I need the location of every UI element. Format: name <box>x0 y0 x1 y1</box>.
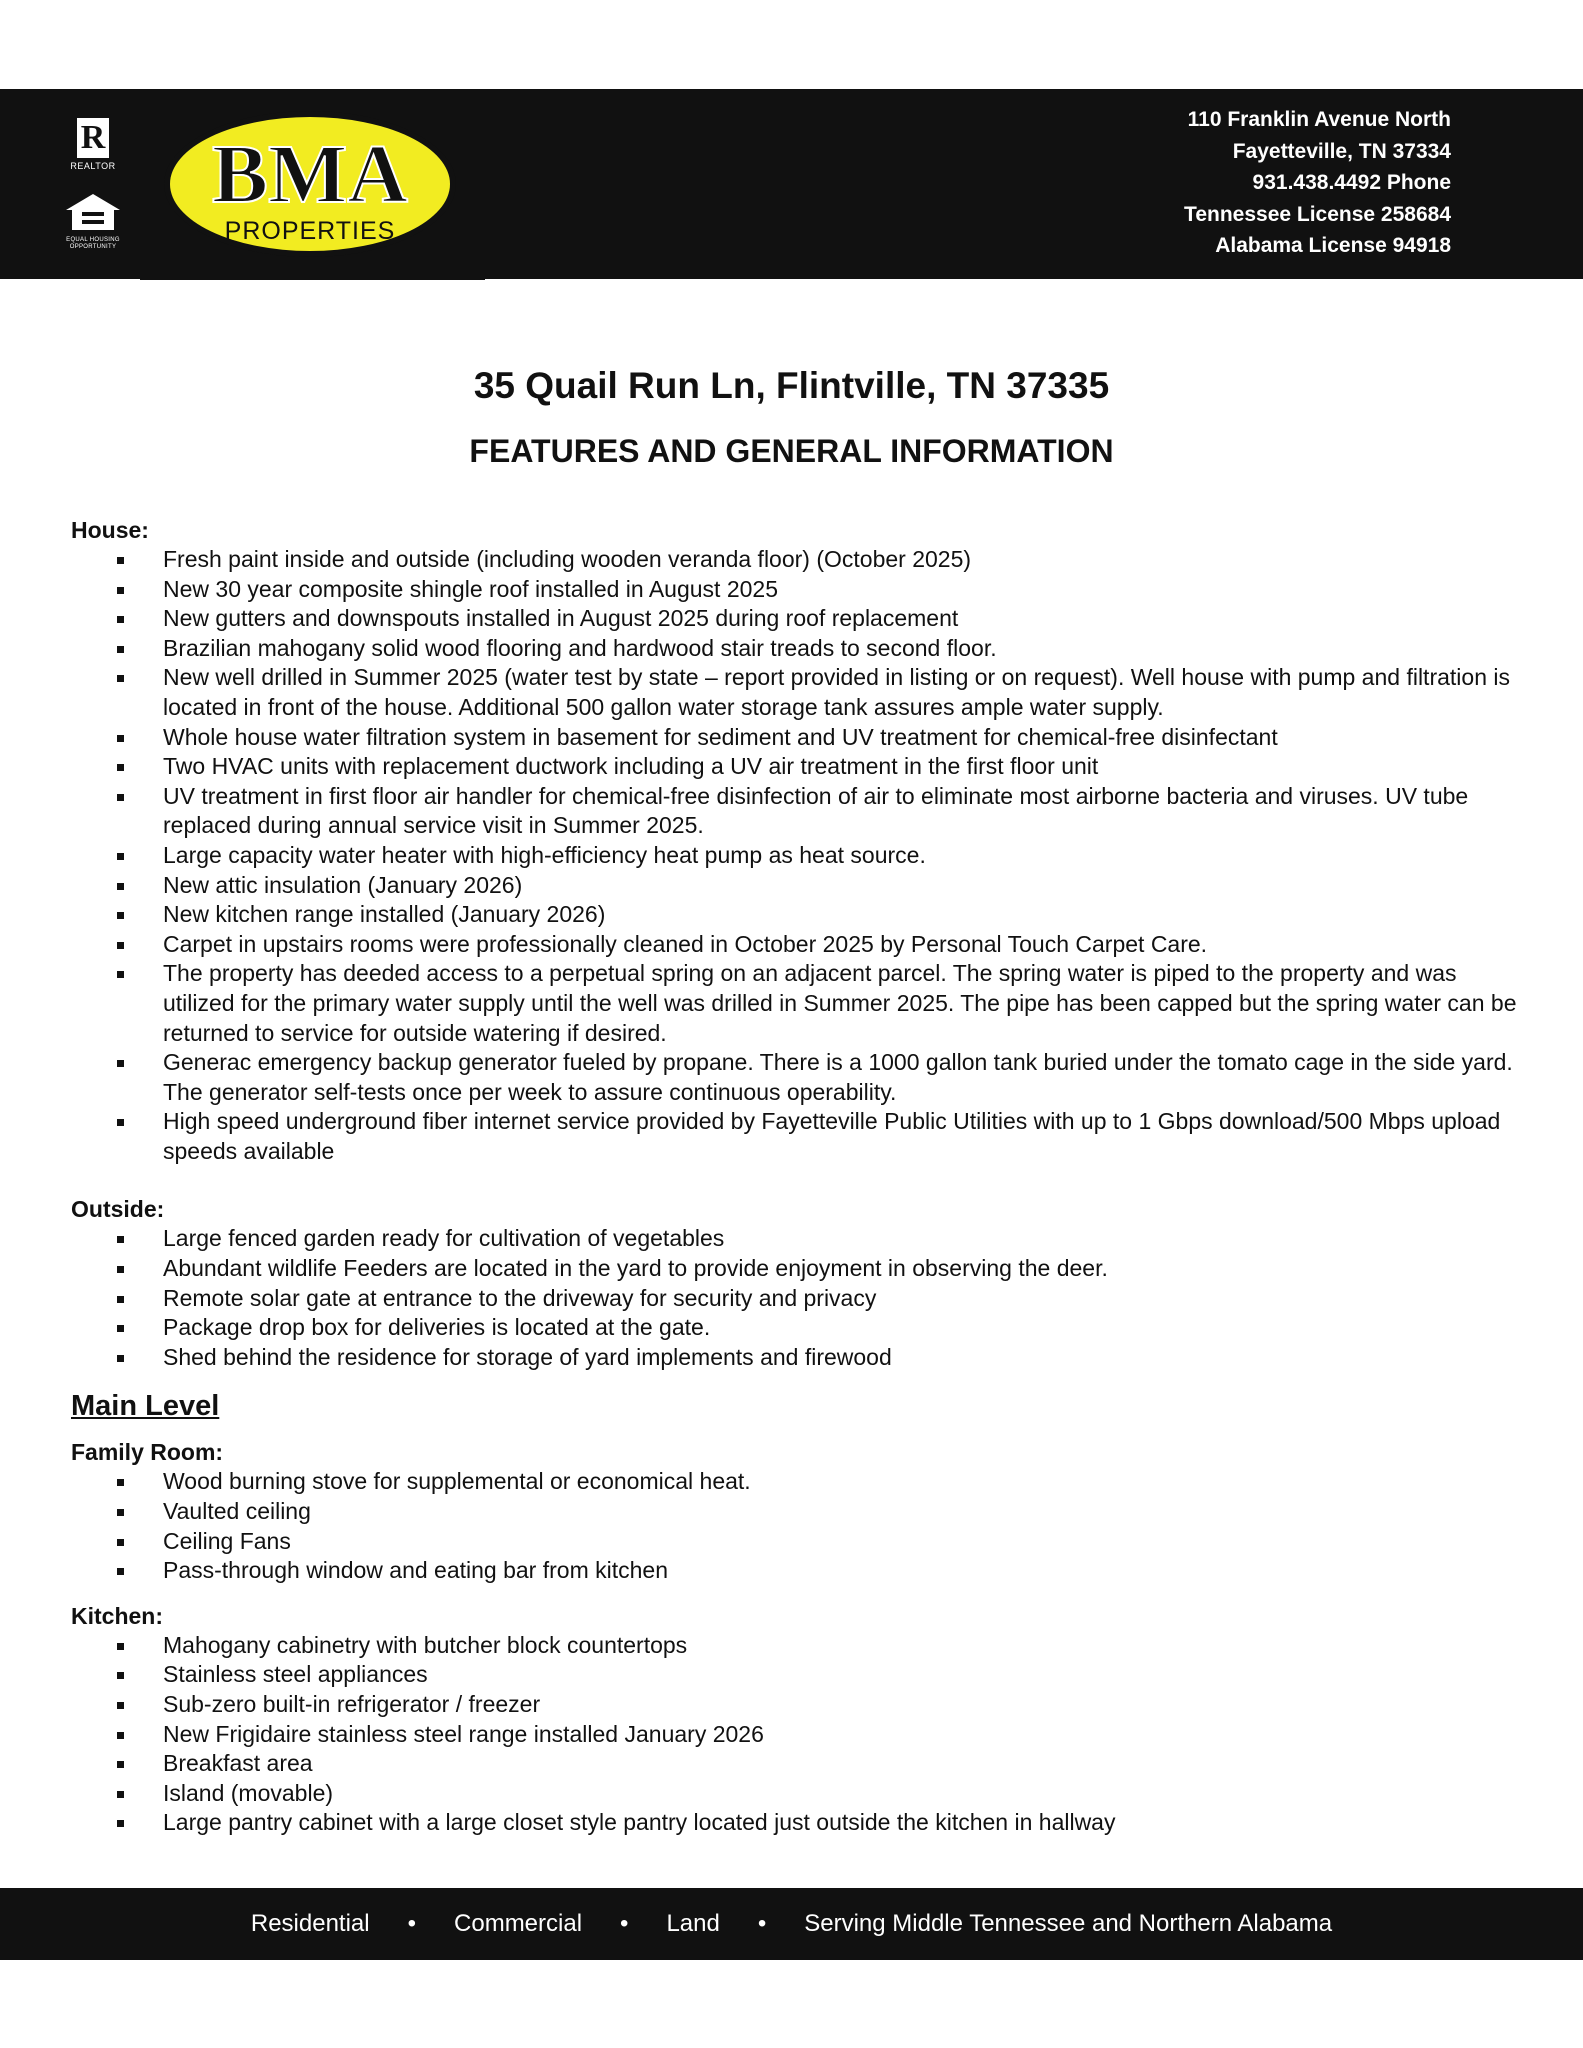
list-item: Large capacity water heater with high-efficiency heat pump as heat source. <box>71 841 1521 871</box>
contact-phone: 931.438.4492 Phone <box>1252 171 1451 194</box>
contact-city: Fayetteville, TN 37334 <box>1232 139 1451 163</box>
list-item: New attic insulation (January 2026) <box>71 871 1521 901</box>
contact-block <box>1184 104 1451 262</box>
bma-logo-subtext: PROPERTIES <box>224 217 396 245</box>
footer-separator: • <box>620 1910 629 1937</box>
list-item: New kitchen range installed (January 2026) <box>71 900 1521 930</box>
outside-list <box>71 1224 1521 1372</box>
house-icon <box>62 192 124 232</box>
list-item: New Frigidaire stainless steel range installed January 2026 <box>71 1720 1521 1750</box>
footer-service-area: Serving Middle Tennessee and Northern Alabama <box>804 1910 1333 1937</box>
list-item: High speed underground fiber internet service provided by Fayetteville Public Utilities with up to 1 Gbps download/500 Mbps upload speeds available <box>71 1107 1521 1166</box>
list-item: Mahogany cabinetry with butcher block countertops <box>71 1631 1521 1661</box>
list-item: Fresh paint inside and outside (including wooden veranda floor) (October 2025) <box>71 545 1521 575</box>
list-item: Abundant wildlife Feeders are located in the yard to provide enjoyment in observing the deer. <box>71 1254 1521 1284</box>
footer-land: Land <box>666 1910 720 1937</box>
list-item: Large pantry cabinet with a large closet style pantry located just outside the kitchen in hallway <box>71 1808 1521 1838</box>
outside-heading: Outside: <box>71 1196 165 1223</box>
list-item: Vaulted ceiling <box>71 1497 1521 1527</box>
list-item: Pass-through window and eating bar from kitchen <box>71 1556 1521 1586</box>
realtor-logo <box>66 118 120 178</box>
list-item: Brazilian mahogany solid wood flooring and hardwood stair treads to second floor. <box>71 634 1521 664</box>
list-item: Carpet in upstairs rooms were professionally cleaned in October 2025 by Personal Touch Carpet Care. <box>71 930 1521 960</box>
contact-address: 110 Franklin Avenue North <box>1187 108 1451 131</box>
list-item: Breakfast area <box>71 1749 1521 1779</box>
equal-housing-logo <box>62 192 124 254</box>
list-item: Remote solar gate at entrance to the driveway for security and privacy <box>71 1284 1521 1314</box>
header-underline <box>140 277 485 280</box>
list-item: Ceiling Fans <box>71 1527 1521 1557</box>
footer-commercial: Commercial <box>454 1910 583 1937</box>
contact-al-license: Alabama License 94918 <box>1215 234 1451 257</box>
kitchen-heading: Kitchen: <box>71 1602 163 1629</box>
list-item: Sub-zero built-in refrigerator / freezer <box>71 1690 1521 1720</box>
list-item: Stainless steel appliances <box>71 1660 1521 1690</box>
kitchen-list <box>71 1631 1521 1838</box>
contact-tn-license: Tennessee License 258684 <box>1184 202 1451 226</box>
list-item: Two HVAC units with replacement ductwork including a UV air treatment in the first floor unit <box>71 752 1521 782</box>
content <box>71 516 1521 1838</box>
equal-housing-label: EQUAL HOUSING OPPORTUNITY <box>66 237 120 250</box>
page-title: 35 Quail Run Ln, Flintville, TN 37335 <box>473 365 1110 406</box>
list-item: The property has deeded access to a perpetual spring on an adjacent parcel. The spring water is piped to the property and was utilized for the primary water supply until the well was drilled in Summer 2025. The pipe has been capped but the spring water can be returned to service for outside watering if desired. <box>71 959 1521 1048</box>
house-list <box>71 545 1521 1166</box>
list-item: New gutters and downspouts installed in August 2025 during roof replacement <box>71 604 1521 634</box>
list-item: Large fenced garden ready for cultivation of vegetables <box>71 1224 1521 1254</box>
list-item: Whole house water filtration system in basement for sediment and UV treatment for chemical-free disinfectant <box>71 723 1521 753</box>
list-item: Generac emergency backup generator fueled by propane. There is a 1000 gallon tank buried under the tomato cage in the side yard. The generator self-tests once per week to assure continuous operability. <box>71 1048 1521 1107</box>
list-item: New 30 year composite shingle roof installed in August 2025 <box>71 575 1521 605</box>
footer-residential: Residential <box>250 1910 370 1937</box>
family-room-heading: Family Room: <box>71 1439 224 1466</box>
list-item: Package drop box for deliveries is located at the gate. <box>71 1313 1521 1343</box>
list-item: Shed behind the residence for storage of yard implements and firewood <box>71 1343 1521 1373</box>
list-item: Island (movable) <box>71 1779 1521 1809</box>
realtor-label: REALTOR <box>70 161 116 171</box>
family-room-list <box>71 1467 1521 1585</box>
house-heading: House: <box>71 517 149 543</box>
footer-band <box>0 1888 1583 1960</box>
list-item: New well drilled in Summer 2025 (water test by state – report provided in listing or on request). Well house with pump and filtration is located in front of the house. Additional 500 gallon water storage tank assures ample water supply. <box>71 663 1521 722</box>
realtor-letter: R <box>77 118 109 158</box>
page-subtitle: FEATURES AND GENERAL INFORMATION <box>469 433 1114 469</box>
bma-logo-text: BMA <box>212 128 408 221</box>
list-item: UV treatment in first floor air handler for chemical-free disinfection of air to eliminate most airborne bacteria and viruses. UV tube replaced during annual service visit in Summer 2025. <box>71 782 1521 841</box>
list-item: Wood burning stove for supplemental or economical heat. <box>71 1467 1521 1497</box>
footer-separator: • <box>407 1910 417 1937</box>
footer-separator: • <box>757 1910 767 1937</box>
bma-properties-logo <box>160 107 460 261</box>
main-level-heading: Main Level <box>71 1390 220 1423</box>
